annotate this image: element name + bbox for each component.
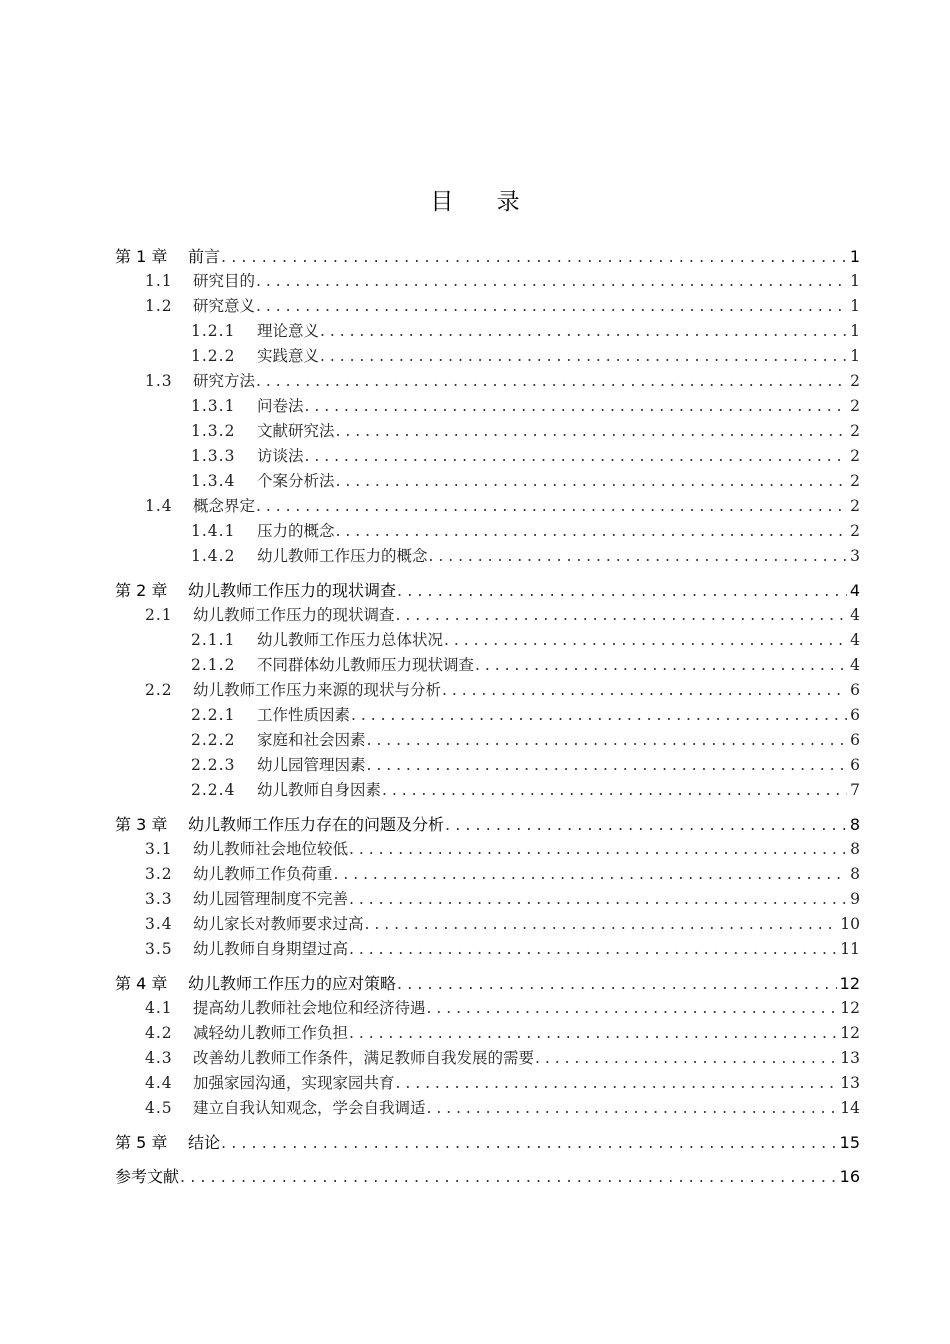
toc-dot-leader <box>335 469 848 494</box>
table-of-contents <box>115 244 860 1189</box>
toc-entry-title: 幼儿教师工作负荷重 <box>193 865 333 883</box>
toc-entry-number: 1.4.2 <box>191 547 236 565</box>
toc-section-entry[interactable] <box>115 862 860 887</box>
toc-subsection-entry[interactable] <box>115 753 860 778</box>
toc-section-entry[interactable] <box>115 912 860 937</box>
toc-chapter-entry[interactable] <box>115 1164 860 1189</box>
toc-entry-title: 前言 <box>188 247 221 266</box>
toc-entry-number: 1.3.4 <box>191 472 236 490</box>
toc-entry-title: 不同群体幼儿教师压力现状调查 <box>257 656 475 674</box>
toc-dot-leader <box>179 1164 837 1189</box>
toc-entry-title: 幼儿教师工作压力的概念 <box>257 547 428 565</box>
toc-entry-number: 2.1.2 <box>191 656 236 674</box>
toc-section-entry[interactable] <box>115 837 860 862</box>
toc-section-entry[interactable] <box>115 996 860 1021</box>
toc-entry-title: 幼儿教师工作压力的现状调查 <box>193 606 395 624</box>
toc-entry-title: 参考文献 <box>115 1167 180 1186</box>
toc-dot-leader <box>443 628 847 653</box>
toc-entry-number: 2.2 <box>145 681 173 699</box>
toc-page-number: 9 <box>850 890 860 908</box>
toc-entry-number: 3.2 <box>145 865 173 883</box>
toc-dot-leader <box>348 1021 837 1046</box>
toc-entry-title: 理论意义 <box>257 322 320 340</box>
toc-dot-leader <box>350 703 847 728</box>
toc-subsection-entry[interactable] <box>115 703 860 728</box>
toc-entry-number: 4.2 <box>145 1024 173 1042</box>
toc-entry-title: 概念界定 <box>193 497 256 515</box>
toc-page-number: 1 <box>850 322 860 340</box>
toc-subsection-entry[interactable] <box>115 544 860 569</box>
toc-subsection-entry[interactable] <box>115 444 860 469</box>
toc-page-number: 10 <box>840 915 860 933</box>
toc-entry-number: 3.1 <box>145 840 173 858</box>
toc-page-number: 2 <box>850 372 860 390</box>
toc-entry-number: 2.2.4 <box>191 781 236 799</box>
toc-entry-number: 3.4 <box>145 915 173 933</box>
toc-section-entry[interactable] <box>115 887 860 912</box>
toc-chapter-entry[interactable] <box>115 578 860 603</box>
toc-dot-leader <box>335 419 848 444</box>
toc-subsection-entry[interactable] <box>115 653 860 678</box>
toc-chapter-entry[interactable] <box>115 244 860 269</box>
toc-dot-leader <box>335 519 848 544</box>
toc-entry-title: 幼儿园管理因素 <box>257 756 366 774</box>
toc-entry-title: 改善幼儿教师工作条件，满足教师自我发展的需要 <box>193 1049 535 1067</box>
toc-page-number: 4 <box>849 581 860 600</box>
toc-entry-title: 研究目的 <box>193 272 256 290</box>
toc-dot-leader <box>304 394 848 419</box>
toc-dot-leader <box>255 494 847 519</box>
toc-entry-title: 幼儿家长对教师要求过高 <box>193 915 364 933</box>
toc-entry-title: 幼儿教师自身因素 <box>257 781 382 799</box>
toc-page-number: 3 <box>850 547 860 565</box>
toc-subsection-entry[interactable] <box>115 319 860 344</box>
toc-entry-title: 结论 <box>188 1133 221 1152</box>
toc-page-number: 6 <box>850 756 860 774</box>
toc-subsection-entry[interactable] <box>115 344 860 369</box>
toc-subsection-entry[interactable] <box>115 519 860 544</box>
toc-entry-number: 2.2.3 <box>191 756 236 774</box>
toc-page-number: 8 <box>850 840 860 858</box>
toc-entry-title: 访谈法 <box>257 447 304 465</box>
toc-entry-number: 第 5 章 <box>115 1133 168 1152</box>
toc-entry-title: 实践意义 <box>257 347 320 365</box>
toc-dot-leader <box>428 544 848 569</box>
toc-section-entry[interactable] <box>115 678 860 703</box>
toc-page-number: 12 <box>840 999 860 1017</box>
toc-dot-leader <box>255 269 847 294</box>
toc-subsection-entry[interactable] <box>115 469 860 494</box>
toc-subsection-entry[interactable] <box>115 419 860 444</box>
toc-subsection-entry[interactable] <box>115 778 860 803</box>
toc-page-number: 8 <box>849 815 860 834</box>
toc-section-entry[interactable] <box>115 269 860 294</box>
toc-dot-leader <box>319 344 847 369</box>
toc-entry-title: 幼儿教师工作压力的应对策略 <box>188 974 397 993</box>
toc-entry-title: 幼儿教师自身期望过高 <box>193 940 349 958</box>
toc-entry-title: 研究方法 <box>193 372 256 390</box>
toc-entry-number: 第 2 章 <box>115 581 168 600</box>
toc-chapter-entry[interactable] <box>115 1130 860 1155</box>
toc-dot-leader <box>395 1071 838 1096</box>
toc-dot-leader <box>534 1046 837 1071</box>
toc-dot-leader <box>426 996 838 1021</box>
toc-section-entry[interactable] <box>115 494 860 519</box>
toc-entry-number: 2.1 <box>145 606 173 624</box>
toc-page-number: 12 <box>839 974 860 993</box>
toc-entry-number: 1.3 <box>145 372 173 390</box>
toc-dot-leader <box>396 578 847 603</box>
toc-section-entry[interactable] <box>115 1021 860 1046</box>
toc-entry-number: 2.1.1 <box>191 631 236 649</box>
toc-entry-number: 1.3.2 <box>191 422 236 440</box>
toc-dot-leader <box>395 603 848 628</box>
toc-title: 目 录 <box>430 189 538 215</box>
toc-page-number: 6 <box>850 731 860 749</box>
toc-entry-title: 研究意义 <box>193 297 256 315</box>
toc-dot-leader <box>381 778 847 803</box>
toc-dot-leader <box>364 912 838 937</box>
toc-dot-leader <box>333 862 848 887</box>
toc-entry-number: 1.1 <box>145 272 173 290</box>
toc-page-number: 14 <box>840 1099 860 1117</box>
toc-dot-leader <box>319 319 847 344</box>
toc-entry-number: 第 3 章 <box>115 815 168 834</box>
toc-entry-title: 压力的概念 <box>257 522 335 540</box>
toc-entry-number: 1.3.1 <box>191 397 236 415</box>
toc-page-number: 2 <box>850 422 860 440</box>
toc-dot-leader <box>474 653 847 678</box>
toc-entry-number: 1.4.1 <box>191 522 236 540</box>
toc-page-number: 1 <box>849 247 860 266</box>
toc-chapter-entry[interactable] <box>115 971 860 996</box>
toc-entry-number: 4.4 <box>145 1074 173 1092</box>
toc-entry-title: 幼儿教师工作压力来源的现状与分析 <box>193 681 442 699</box>
toc-entry-number: 第 1 章 <box>115 247 168 266</box>
toc-entry-number: 2.2.2 <box>191 731 236 749</box>
toc-entry-title: 幼儿教师工作压力存在的问题及分析 <box>188 815 445 834</box>
toc-section-entry[interactable] <box>115 937 860 962</box>
toc-section-entry[interactable] <box>115 603 860 628</box>
toc-subsection-entry[interactable] <box>115 394 860 419</box>
toc-page-number: 1 <box>850 272 860 290</box>
toc-dot-leader <box>255 294 847 319</box>
toc-chapter-entry[interactable] <box>115 812 860 837</box>
toc-dot-leader <box>348 837 847 862</box>
toc-entry-number: 4.1 <box>145 999 173 1017</box>
toc-entry-title: 个案分析法 <box>257 472 335 490</box>
toc-dot-leader <box>366 728 848 753</box>
toc-page-number: 4 <box>850 656 860 674</box>
toc-subsection-entry[interactable] <box>115 628 860 653</box>
toc-entry-number: 3.5 <box>145 940 173 958</box>
toc-page-number: 2 <box>850 397 860 415</box>
toc-entry-number: 1.2.1 <box>191 322 236 340</box>
toc-dot-leader <box>255 369 847 394</box>
toc-section-entry[interactable] <box>115 294 860 319</box>
toc-page-number: 16 <box>839 1167 860 1186</box>
toc-entry-title: 文献研究法 <box>257 422 335 440</box>
toc-page-number: 1 <box>850 347 860 365</box>
toc-page-number: 4 <box>850 606 860 624</box>
toc-entry-number: 1.2.2 <box>191 347 236 365</box>
toc-entry-number: 4.5 <box>145 1099 173 1117</box>
toc-section-entry[interactable] <box>115 369 860 394</box>
toc-dot-leader <box>348 887 847 912</box>
toc-subsection-entry[interactable] <box>115 728 860 753</box>
toc-section-entry[interactable] <box>115 1071 860 1096</box>
toc-entry-number: 4.3 <box>145 1049 173 1067</box>
toc-page-number: 4 <box>850 631 860 649</box>
toc-dot-leader <box>220 244 847 269</box>
toc-page-number: 13 <box>840 1074 860 1092</box>
toc-entry-title: 幼儿教师工作压力总体状况 <box>257 631 444 649</box>
toc-entry-title: 幼儿教师工作压力的现状调查 <box>188 581 397 600</box>
toc-entry-title: 问卷法 <box>257 397 304 415</box>
toc-entry-number: 3.3 <box>145 890 173 908</box>
toc-entry-title: 提高幼儿教师社会地位和经济待遇 <box>193 999 426 1017</box>
toc-entry-title: 加强家园沟通，实现家园共育 <box>193 1074 395 1092</box>
toc-section-entry[interactable] <box>115 1046 860 1071</box>
toc-dot-leader <box>220 1130 837 1155</box>
toc-page-number: 12 <box>840 1024 860 1042</box>
toc-page-number: 6 <box>850 706 860 724</box>
toc-entry-number: 2.2.1 <box>191 706 236 724</box>
toc-entry-title: 工作性质因素 <box>257 706 351 724</box>
toc-page-number: 7 <box>850 781 860 799</box>
toc-entry-number: 1.2 <box>145 297 173 315</box>
toc-page-number: 1 <box>850 297 860 315</box>
toc-dot-leader <box>396 971 837 996</box>
toc-entry-title: 家庭和社会因素 <box>257 731 366 749</box>
toc-page-number: 2 <box>850 522 860 540</box>
toc-entry-number: 1.4 <box>145 497 173 515</box>
toc-dot-leader <box>366 753 848 778</box>
toc-page-number: 13 <box>840 1049 860 1067</box>
toc-page-number: 11 <box>840 940 860 958</box>
toc-entry-number: 第 4 章 <box>115 974 168 993</box>
toc-page-number: 2 <box>850 497 860 515</box>
toc-section-entry[interactable] <box>115 1096 860 1121</box>
toc-dot-leader <box>441 678 847 703</box>
toc-page-number: 2 <box>850 472 860 490</box>
toc-page-number: 8 <box>850 865 860 883</box>
toc-dot-leader <box>304 444 848 469</box>
toc-entry-title: 减轻幼儿教师工作负担 <box>193 1024 349 1042</box>
toc-dot-leader <box>444 812 847 837</box>
toc-page-number: 15 <box>839 1133 860 1152</box>
toc-dot-leader <box>426 1096 838 1121</box>
toc-entry-title: 建立自我认知观念，学会自我调适 <box>193 1099 426 1117</box>
toc-page-number: 6 <box>850 681 860 699</box>
toc-entry-title: 幼儿园管理制度不完善 <box>193 890 349 908</box>
toc-entry-number: 1.3.3 <box>191 447 236 465</box>
toc-entry-title: 幼儿教师社会地位较低 <box>193 840 349 858</box>
toc-dot-leader <box>348 937 837 962</box>
toc-page-number: 2 <box>850 447 860 465</box>
